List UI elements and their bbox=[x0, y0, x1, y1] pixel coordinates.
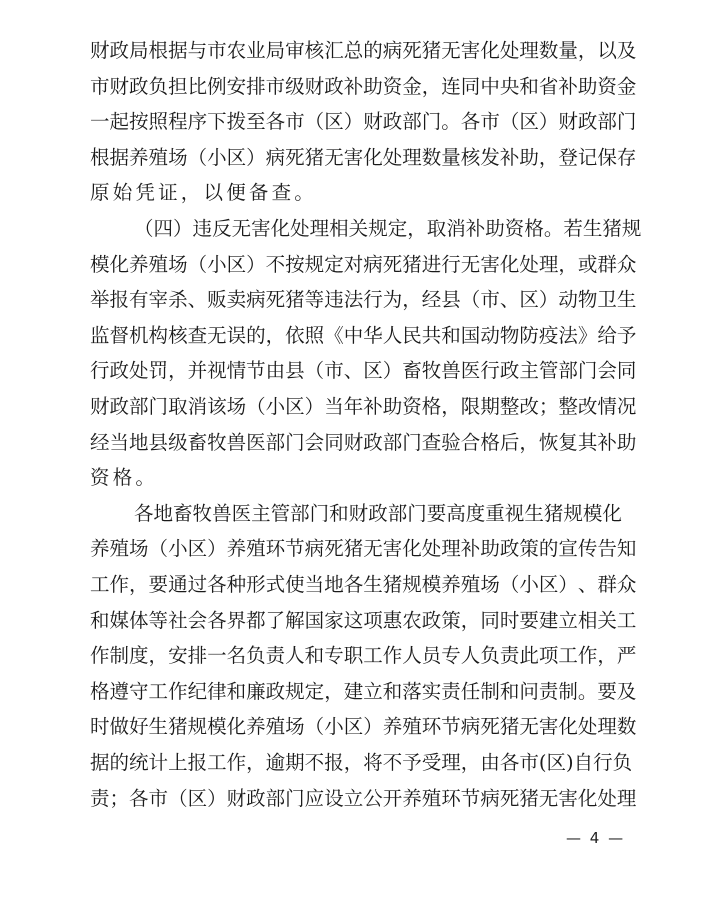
text-line: 根 据 养 殖 场 （ 小 区 ） 病 死 猪 无 害 化 处 理 数 量 核 发 补 助 ， 登 记 保 存 bbox=[90, 145, 637, 169]
text-line: 工 作 ， 要 通 过 各 种 形 式 使 当 地 各 生 猪 规 模 养 殖 场 （ 小 区 ） 、 群 众 bbox=[90, 573, 637, 596]
text-line: 行 政 处 罚 ， 并 视 情 节 由 县 （ 市 、 区 ） 畜 牧 兽 医 行 政 主 管 部 门 会 同 bbox=[90, 359, 637, 383]
text-line: 财 政 局 根 据 与 市 农 业 局 审 核 汇 总 的 病 死 猪 无 害 化 处 理 数 量 ， 以 及 bbox=[90, 39, 637, 62]
text-line: 原始凭证，以便备查。 bbox=[90, 181, 318, 205]
text-line: 监 督 机 构 核 查 无 误 的 ， 依 照 《 中 华 人 民 共 和 国 动 物 防 疫 法 》 给 予 bbox=[90, 323, 637, 347]
page-number: — 4 — bbox=[566, 829, 626, 847]
text-line: 财 政 部 门 取 消 该 场 （ 小 区 ） 当 年 补 助 资 格 ， 限 期 整 改 ； 整 改 情 况 bbox=[90, 395, 637, 418]
text-line: 作 制 度 ， 安 排 一 名 负 责 人 和 专 职 工 作 人 员 专 人 负 责 此 项 工 作 ， 严 bbox=[90, 644, 637, 668]
text-line: 资格。 bbox=[90, 466, 159, 490]
text-line: 格 遵 守 工 作 纪 律 和 廉 政 规 定 ， 建 立 和 落 实 责 任 制 和 问 责 制 。 要 及 bbox=[90, 679, 637, 703]
text-line: 市 财 政 负 担 比 例 安 排 市 级 财 政 补 助 资 金 ， 连 同 中 央 和 省 补 助 资 金 bbox=[90, 74, 637, 98]
text-line: 责 ； 各 市 （ 区 ） 财 政 部 门 应 设 立 公 开 养 殖 环 节 病 死 猪 无 害 化 处 理 bbox=[90, 786, 637, 810]
text-line: 和 媒 体 等 社 会 各 界 都 了 解 国 家 这 项 惠 农 政 策 ， 同 时 要 建 立 相 关 工 bbox=[90, 608, 637, 632]
text-line: 一 起 按 照 程 序 下 拨 至 各 市 （ 区 ） 财 政 部 门 。 各 市 （ 区 ） 财 政 部 门 bbox=[90, 110, 637, 134]
text-line: 经 当 地 县 级 畜 牧 兽 医 部 门 会 同 财 政 部 门 查 验 合 格 后 ， 恢 复 其 补 助 bbox=[90, 430, 637, 454]
text-line: 据 的 统 计 上 报 工 作 ， 逾 期 不 报 ， 将 不 予 受 理 ， 由 各 市 ( 区 ) 自 行 负 bbox=[90, 751, 633, 774]
text-line: 举 报 有 宰 杀 、 贩 卖 病 死 猪 等 违 法 行 为 ， 经 县 （ 市 、 区 ） 动 物 卫 生 bbox=[90, 288, 637, 312]
text-line: 模 化 养 殖 场 （ 小 区 ） 不 按 规 定 对 病 死 猪 进 行 无 害 化 处 理 ， 或 群 众 bbox=[90, 252, 637, 276]
text-line: 时 做 好 生 猪 规 模 化 养 殖 场 （ 小 区 ） 养 殖 环 节 病 死 猪 无 害 化 处 理 数 bbox=[90, 715, 637, 739]
text-line: 养 殖 场 （ 小 区 ） 养 殖 环 节 病 死 猪 无 害 化 处 理 补 助 政 策 的 宣 传 告 知 bbox=[90, 537, 637, 561]
text-line: 各 地 畜 牧 兽 医 主 管 部 门 和 财 政 部 门 要 高 度 重 视 生 猪 规 模 化 bbox=[134, 501, 622, 525]
text-line: （ 四 ） 违 反 无 害 化 处 理 相 关 规 定 ， 取 消 补 助 资 格 。 若 生 猪 规 bbox=[134, 217, 642, 240]
